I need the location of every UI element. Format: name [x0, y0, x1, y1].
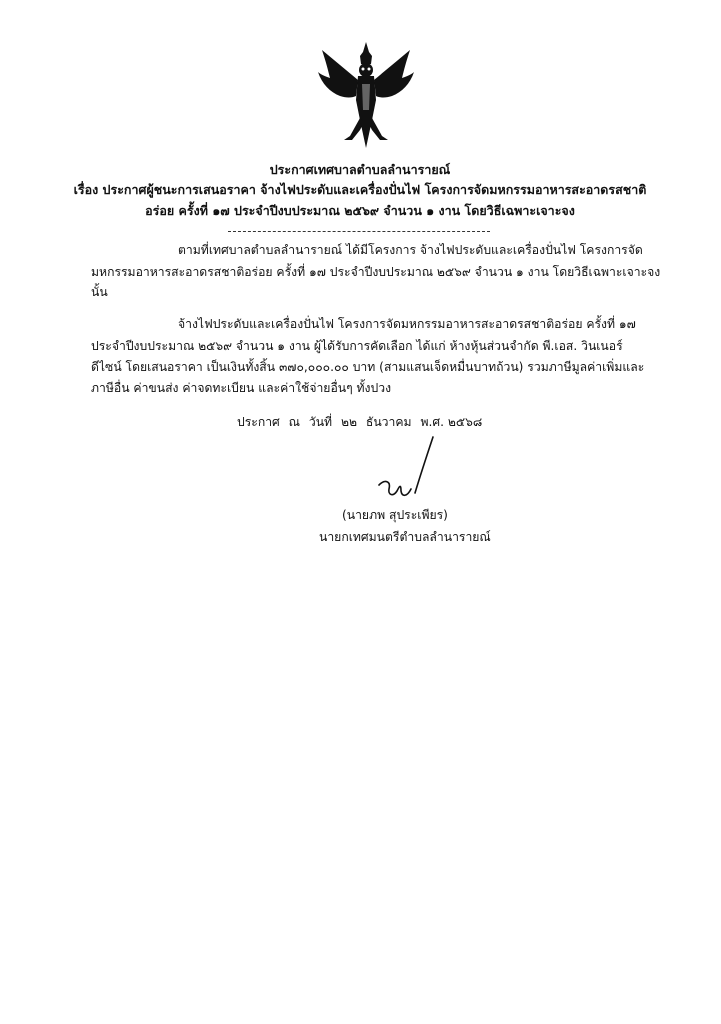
- document-org-heading: ประกาศเทศบาลตำบลลำนารายณ์: [269, 162, 451, 177]
- paragraph-1-line-2: มหกรรมอาหารสะอาดรสชาติอร่อย ครั้งที่ ๑๗ ประจำปีงบประมาณ ๒๕๖๙ จำนวน ๑ งาน โดยวิธีเฉพาะเจาะจง: [91, 265, 661, 279]
- separator-dashed-line: [228, 231, 490, 232]
- garuda-emblem-icon: [316, 40, 416, 150]
- announce-year: พ.ศ. ๒๕๖๘: [420, 415, 483, 429]
- announce-label: ประกาศ: [237, 415, 280, 429]
- announce-month: ธันวาคม: [365, 415, 412, 429]
- document-subject-line-1: เรื่อง ประกาศผู้ชนะการเสนอราคา จ้างไฟประดับและเครื่องปั่นไฟ โครงการจัดมหกรรมอาหารสะอาดรสชาติ: [73, 182, 647, 197]
- announce-at: ณ: [288, 415, 300, 429]
- paragraph-2-line-1: จ้างไฟประดับและเครื่องปั่นไฟ โครงการจัดมหกรรมอาหารสะอาดรสชาติอร่อย ครั้งที่ ๑๗: [178, 317, 636, 331]
- announce-day: ๒๒: [340, 415, 358, 429]
- paragraph-1-line-1: ตามที่เทศบาลตำบลลำนารายณ์ ได้มีโครงการ จ้างไฟประดับและเครื่องปั่นไฟ โครงการจัด: [178, 243, 643, 257]
- paragraph-2-line-4: ภาษีอื่น ค่าขนส่ง ค่าจดทะเบียน และค่าใช้จ่ายอื่นๆ ทั้งปวง: [91, 381, 392, 395]
- paragraph-2-line-3: ดีไซน์ โดยเสนอราคา เป็นเงินทั้งสิ้น ๓๗๐,๐๐๐.๐๐ บาท (สามแสนเจ็ดหมื่นบาทถ้วน) รวมภาษีมูลค่าเพิ่มและ: [91, 360, 645, 374]
- signer-title: นายกเทศมนตรีตำบลลำนารายณ์: [319, 530, 491, 544]
- handwritten-signature-icon: [375, 435, 445, 505]
- announce-day-label: วันที่: [308, 415, 333, 429]
- paragraph-2-line-2: ประจำปีงบประมาณ ๒๕๖๙ จำนวน ๑ งาน ผู้ได้รับการคัดเลือก ได้แก่ ห้างหุ้นส่วนจำกัด พี.เอส. วินเนอร์: [91, 339, 623, 353]
- signer-name: (นายภพ สุประเพียร): [342, 508, 448, 522]
- document-subject-line-2: อร่อย ครั้งที่ ๑๗ ประจำปีงบประมาณ ๒๕๖๙ จำนวน ๑ งาน โดยวิธีเฉพาะเจาะจง: [145, 203, 575, 218]
- announcement-date: [237, 413, 487, 432]
- paragraph-1-line-3: นั้น: [91, 285, 108, 299]
